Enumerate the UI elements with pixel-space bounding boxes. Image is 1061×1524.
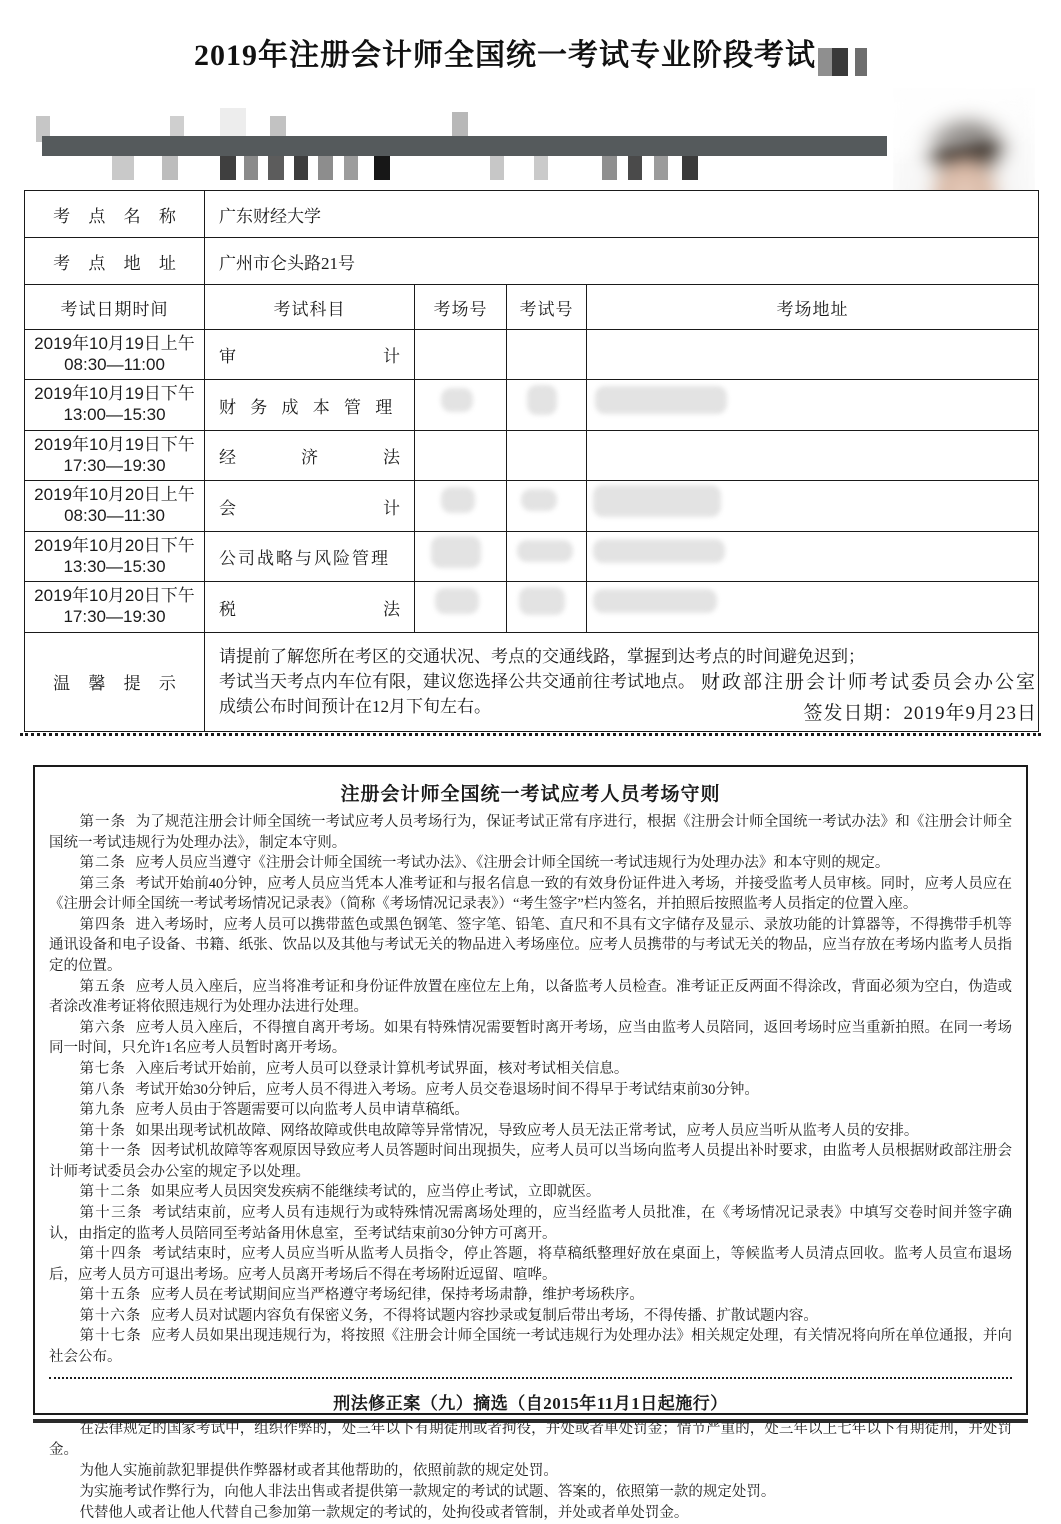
column-header-exam-no: 考试号: [507, 285, 587, 330]
article-number: 第十六条: [79, 1307, 142, 1324]
rules-article: [49, 1244, 1012, 1285]
table-header-row: [25, 285, 1039, 330]
exam-datetime: [25, 481, 205, 531]
rules-article: [49, 915, 1012, 977]
table-row: [25, 582, 1039, 632]
exam-time: 13:30—15:30: [63, 556, 166, 576]
tips-line-1: 请提前了解您所在考区的交通状况、考点的交通线路，掌握到达考点的时间避免迟到；: [219, 647, 865, 667]
rules-article: [49, 874, 1012, 915]
subject-part: 公司战略与风险管理: [219, 549, 390, 569]
exam-time: 17:30—19:30: [63, 607, 166, 627]
exam-datetime: [25, 582, 205, 632]
personal-info-redaction: [22, 108, 902, 188]
exam-info-table: [24, 190, 1039, 732]
article-number: 第十四条: [79, 1246, 143, 1263]
perforation-divider: [20, 733, 1041, 736]
subject-part: 审: [219, 347, 236, 367]
exam-subject: [205, 481, 415, 531]
title-redaction: [818, 43, 867, 77]
exam-no: [507, 481, 587, 531]
article-number: 第十二条: [79, 1184, 142, 1201]
table-row: [25, 531, 1039, 581]
site-address-label: 考 点 地 址: [25, 238, 205, 285]
article-text: 如果应考人员因突发疾病不能继续考试的，应当停止考试，立即就医。: [150, 1184, 601, 1201]
article-number: 第四条: [79, 916, 127, 933]
column-header-subject: 考试科目: [205, 285, 415, 330]
page-title-text: 2019年注册会计师全国统一考试专业阶段考试: [194, 39, 816, 72]
tips-line-2: 考试当天考点内车位有限，建议您选择公共交通前往考试地点。: [219, 672, 695, 692]
subject-part: 计: [383, 347, 400, 367]
page-title: [0, 30, 1061, 77]
article-text: 考试结束前，应考人员有违规行为或特殊情况需离场处理的，应当经监考人员批准，在《考场情况记录表》中填写交卷时间并签字确认，由指定的监考人员陪同至考站备用休息室，至考试结束前30分钟方可离开。: [49, 1204, 1013, 1242]
exam-no: [507, 582, 587, 632]
rules-article: [49, 1121, 1012, 1142]
subject-part: 计: [383, 498, 400, 518]
exam-time: 08:30—11:30: [64, 506, 165, 526]
article-text: 考试开始前40分钟，应考人员应当凭本人准考证和与报名信息一致的有效身份证件进入考场，并接受监考人员审核。同时，应考人员应在《注册会计师全国统一考试考场情况记录表》（简称《考场情况记录表》）“考生签字”栏内签名，并拍照后按照监考人员指定的位置入座。: [49, 875, 1013, 913]
exam-date: 2019年10月19日下午: [34, 434, 195, 454]
article-number: 第九条: [79, 1102, 126, 1119]
subject-part: 法: [383, 448, 400, 468]
rules-article: [49, 1203, 1012, 1244]
exam-rules-box: [33, 765, 1028, 1521]
article-number: 第五条: [79, 978, 127, 995]
article-number: 第七条: [79, 1060, 126, 1077]
law-paragraph: 为他人实施前款犯罪提供作弊器材或者其他帮助的，依照前款的规定处罚。: [79, 1462, 558, 1479]
exam-room-no: [415, 380, 507, 430]
article-text: 应考人员由于答题需要可以向监考人员申请草稿纸。: [135, 1102, 469, 1119]
exam-time: 08:30—11:00: [64, 354, 165, 374]
exam-subject: [205, 531, 415, 581]
article-number: 第三条: [79, 875, 127, 892]
rules-article-list: [35, 806, 1026, 1368]
exam-subject: [205, 430, 415, 480]
tips-line-3: 成绩公布时间预计在12月下旬左右。: [219, 697, 491, 717]
criminal-law-title: 刑法修正案（九）摘选（自2015年11月1日起施行）: [333, 1393, 728, 1413]
exam-subject: [205, 380, 415, 430]
subject-part: 济: [301, 448, 318, 468]
site-address-value: 广州市仑头路21号: [205, 238, 1039, 285]
subject-part: 经: [219, 448, 236, 468]
exam-date: 2019年10月19日下午: [34, 384, 195, 404]
exam-room-address: [587, 481, 1039, 531]
exam-room-no: [415, 430, 507, 480]
rules-article: [49, 812, 1012, 853]
exam-room-address: [587, 430, 1039, 480]
article-number: 第六条: [79, 1019, 127, 1036]
rules-article: [49, 1141, 1012, 1182]
site-name-label: 考 点 名 称: [25, 191, 205, 238]
issue-date: 签发日期：2019年9月23日: [803, 702, 1037, 724]
subject-part: 税: [219, 599, 236, 619]
exam-no: [507, 430, 587, 480]
exam-room-address: [587, 330, 1039, 380]
subject-part: 法: [383, 599, 400, 619]
rules-article: [49, 977, 1012, 1018]
criminal-law-body: [35, 1414, 1026, 1524]
exam-room-no: [415, 330, 507, 380]
law-paragraph: 在法律规定的国家考试中，组织作弊的，处三年以下有期徒刑或者拘役，并处或者单处罚金；情节严重的，处三年以上七年以下有期徒刑，并处罚金。: [49, 1420, 1012, 1458]
rules-article: [49, 853, 1012, 874]
article-text: 应考人员入座后，不得擅自离开考场。如果有特殊情况需要暂时离开考场，应当由监考人员陪同，返回考场时应当重新拍照。在同一考场同一时间，只允许1名应考人员暂时离开考场。: [49, 1019, 1013, 1057]
rules-article: [49, 1182, 1012, 1203]
exam-room-no: [415, 582, 507, 632]
table-row: [25, 330, 1039, 380]
exam-subject: [205, 330, 415, 380]
article-number: 第十一条: [79, 1143, 142, 1160]
column-header-datetime: 考试日期时间: [25, 285, 205, 330]
exam-datetime: [25, 330, 205, 380]
article-text: 考试结束时，应考人员应当听从监考人员指令，停止答题，将草稿纸整理好放在桌面上，等候监考人员清点回收。监考人员宣布退场后，应考人员方可退出考场。应考人员离开考场后不得在考场附近逗留、喧哗。: [49, 1246, 1013, 1283]
exam-no: [507, 380, 587, 430]
article-number: 第一条: [79, 814, 127, 830]
article-text: 应考人员如果出现违规行为，将按照《注册会计师全国统一考试违规行为处理办法》相关规定处理，有关情况将向所在单位通报，并向社会公布。: [49, 1328, 1013, 1366]
exam-room-address: [587, 531, 1039, 581]
article-text: 如果出现考试机故障、网络故障或供电故障等异常情况，导致应考人员无法正常考试，应考人员应当听从监考人员的安排。: [135, 1122, 919, 1139]
exam-datetime: [25, 531, 205, 581]
rules-title: 注册会计师全国统一考试应考人员考场守则: [340, 784, 721, 805]
exam-no: [507, 330, 587, 380]
article-text: 应考人员在考试期间应当严格遵守考场纪律，保持考场肃静，维护考场秩序。: [150, 1287, 644, 1304]
exam-time: 13:00—15:30: [63, 405, 166, 425]
exam-room-address: [587, 582, 1039, 632]
law-paragraph: 为实施考试作弊行为，向他人非法出售或者提供第一款规定的考试的试题、答案的，依照第一款的规定处罚。: [79, 1483, 776, 1500]
exam-room-address: [587, 380, 1039, 430]
exam-time: 17:30—19:30: [63, 455, 166, 475]
law-paragraph: 代替他人或者让他人代替自己参加第一款规定的考试的，处拘役或者管制，并处或者单处罚金。: [79, 1504, 689, 1521]
bottom-border: [33, 1419, 1028, 1423]
rules-article: [49, 1306, 1012, 1327]
table-row: [25, 430, 1039, 480]
exam-room-no: [415, 531, 507, 581]
article-number: 第八条: [79, 1081, 126, 1098]
table-row-site-name: [25, 191, 1039, 238]
exam-no: [507, 531, 587, 581]
exam-date: 2019年10月20日下午: [34, 535, 195, 555]
subject-part: 会: [219, 498, 236, 518]
article-number: 第二条: [79, 855, 126, 872]
rules-article: [49, 1080, 1012, 1101]
article-text: 考试开始30分钟后，应考人员不得进入考场。应考人员交卷退场时间不得早于考试结束前30分钟。: [135, 1081, 759, 1098]
rules-article: [49, 1018, 1012, 1059]
exam-date: 2019年10月20日下午: [34, 586, 195, 606]
article-text: 因考试机故障等客观原因导致应考人员答题时间出现损失，应考人员可以当场向监考人员提出补时要求，由监考人员根据财政部注册会计师考试委员会办公室的规定予以处理。: [49, 1143, 1013, 1180]
rules-article: [49, 1326, 1012, 1367]
rules-article: [49, 1285, 1012, 1306]
article-number: 第十七条: [79, 1328, 142, 1345]
signature-block: [701, 668, 1037, 730]
article-number: 第十五条: [79, 1287, 142, 1304]
table-row-site-address: [25, 238, 1039, 285]
article-number: 第十三条: [79, 1204, 143, 1221]
article-text: 为了规范注册会计师全国统一考试应考人员考场行为，保证考试正常有序进行，根据《注册会计师全国统一考试办法》和《注册会计师全国统一考试违规行为处理办法》，制定本守则。: [49, 814, 1013, 851]
exam-date: 2019年10月19日上午: [34, 334, 195, 353]
exam-datetime: [25, 430, 205, 480]
table-row: [25, 481, 1039, 531]
rules-article: [49, 1100, 1012, 1121]
article-text: 应考人员应当遵守《注册会计师全国统一考试办法》、《注册会计师全国统一考试违规行为处理办法》和本守则的规定。: [135, 855, 890, 872]
exam-subject: [205, 582, 415, 632]
section-divider: [49, 1377, 1012, 1379]
site-name-value: 广东财经大学: [205, 191, 1039, 238]
column-header-room-address: 考场地址: [587, 285, 1039, 330]
tips-label: 温 馨 提 示: [25, 632, 205, 731]
table-row: [25, 380, 1039, 430]
article-text: 入座后考试开始前，应考人员可以登录计算机考试界面，核对考试相关信息。: [135, 1060, 629, 1077]
rules-article: [49, 1059, 1012, 1080]
issuing-organization: 财政部注册会计师考试委员会办公室: [700, 672, 1037, 693]
admission-ticket: [0, 0, 1061, 740]
article-number: 第十条: [79, 1122, 126, 1139]
exam-date: 2019年10月20日上午: [34, 485, 195, 505]
article-text: 应考人员对试题内容负有保密义务，不得将试题内容抄录或复制后带出考场，不得传播、扩散试题内容。: [150, 1307, 818, 1324]
subject-part: 财 务 成 本 管 理: [219, 397, 398, 417]
column-header-room-no: 考场号: [415, 285, 507, 330]
article-text: 进入考场时，应考人员可以携带蓝色或黑色钢笔、签字笔、铅笔、直尺和不具有文字储存及显示、录放功能的计算器等，不得携带手机等通讯设备和电子设备、书籍、纸张、饮品以及其他与考试无关的物品进入考场座位。应考人员携带的与考试无关的物品，应当存放在考场内监考人员指定的位置。: [49, 916, 1013, 975]
exam-room-no: [415, 481, 507, 531]
exam-datetime: [25, 380, 205, 430]
article-text: 应考人员入座后，应当将准考证和身份证件放置在座位左上角，以备监考人员检查。准考证正反两面不得涂改，背面必须为空白，伪造或者涂改准考证将依照违规行为处理办法进行处理。: [49, 978, 1013, 1016]
